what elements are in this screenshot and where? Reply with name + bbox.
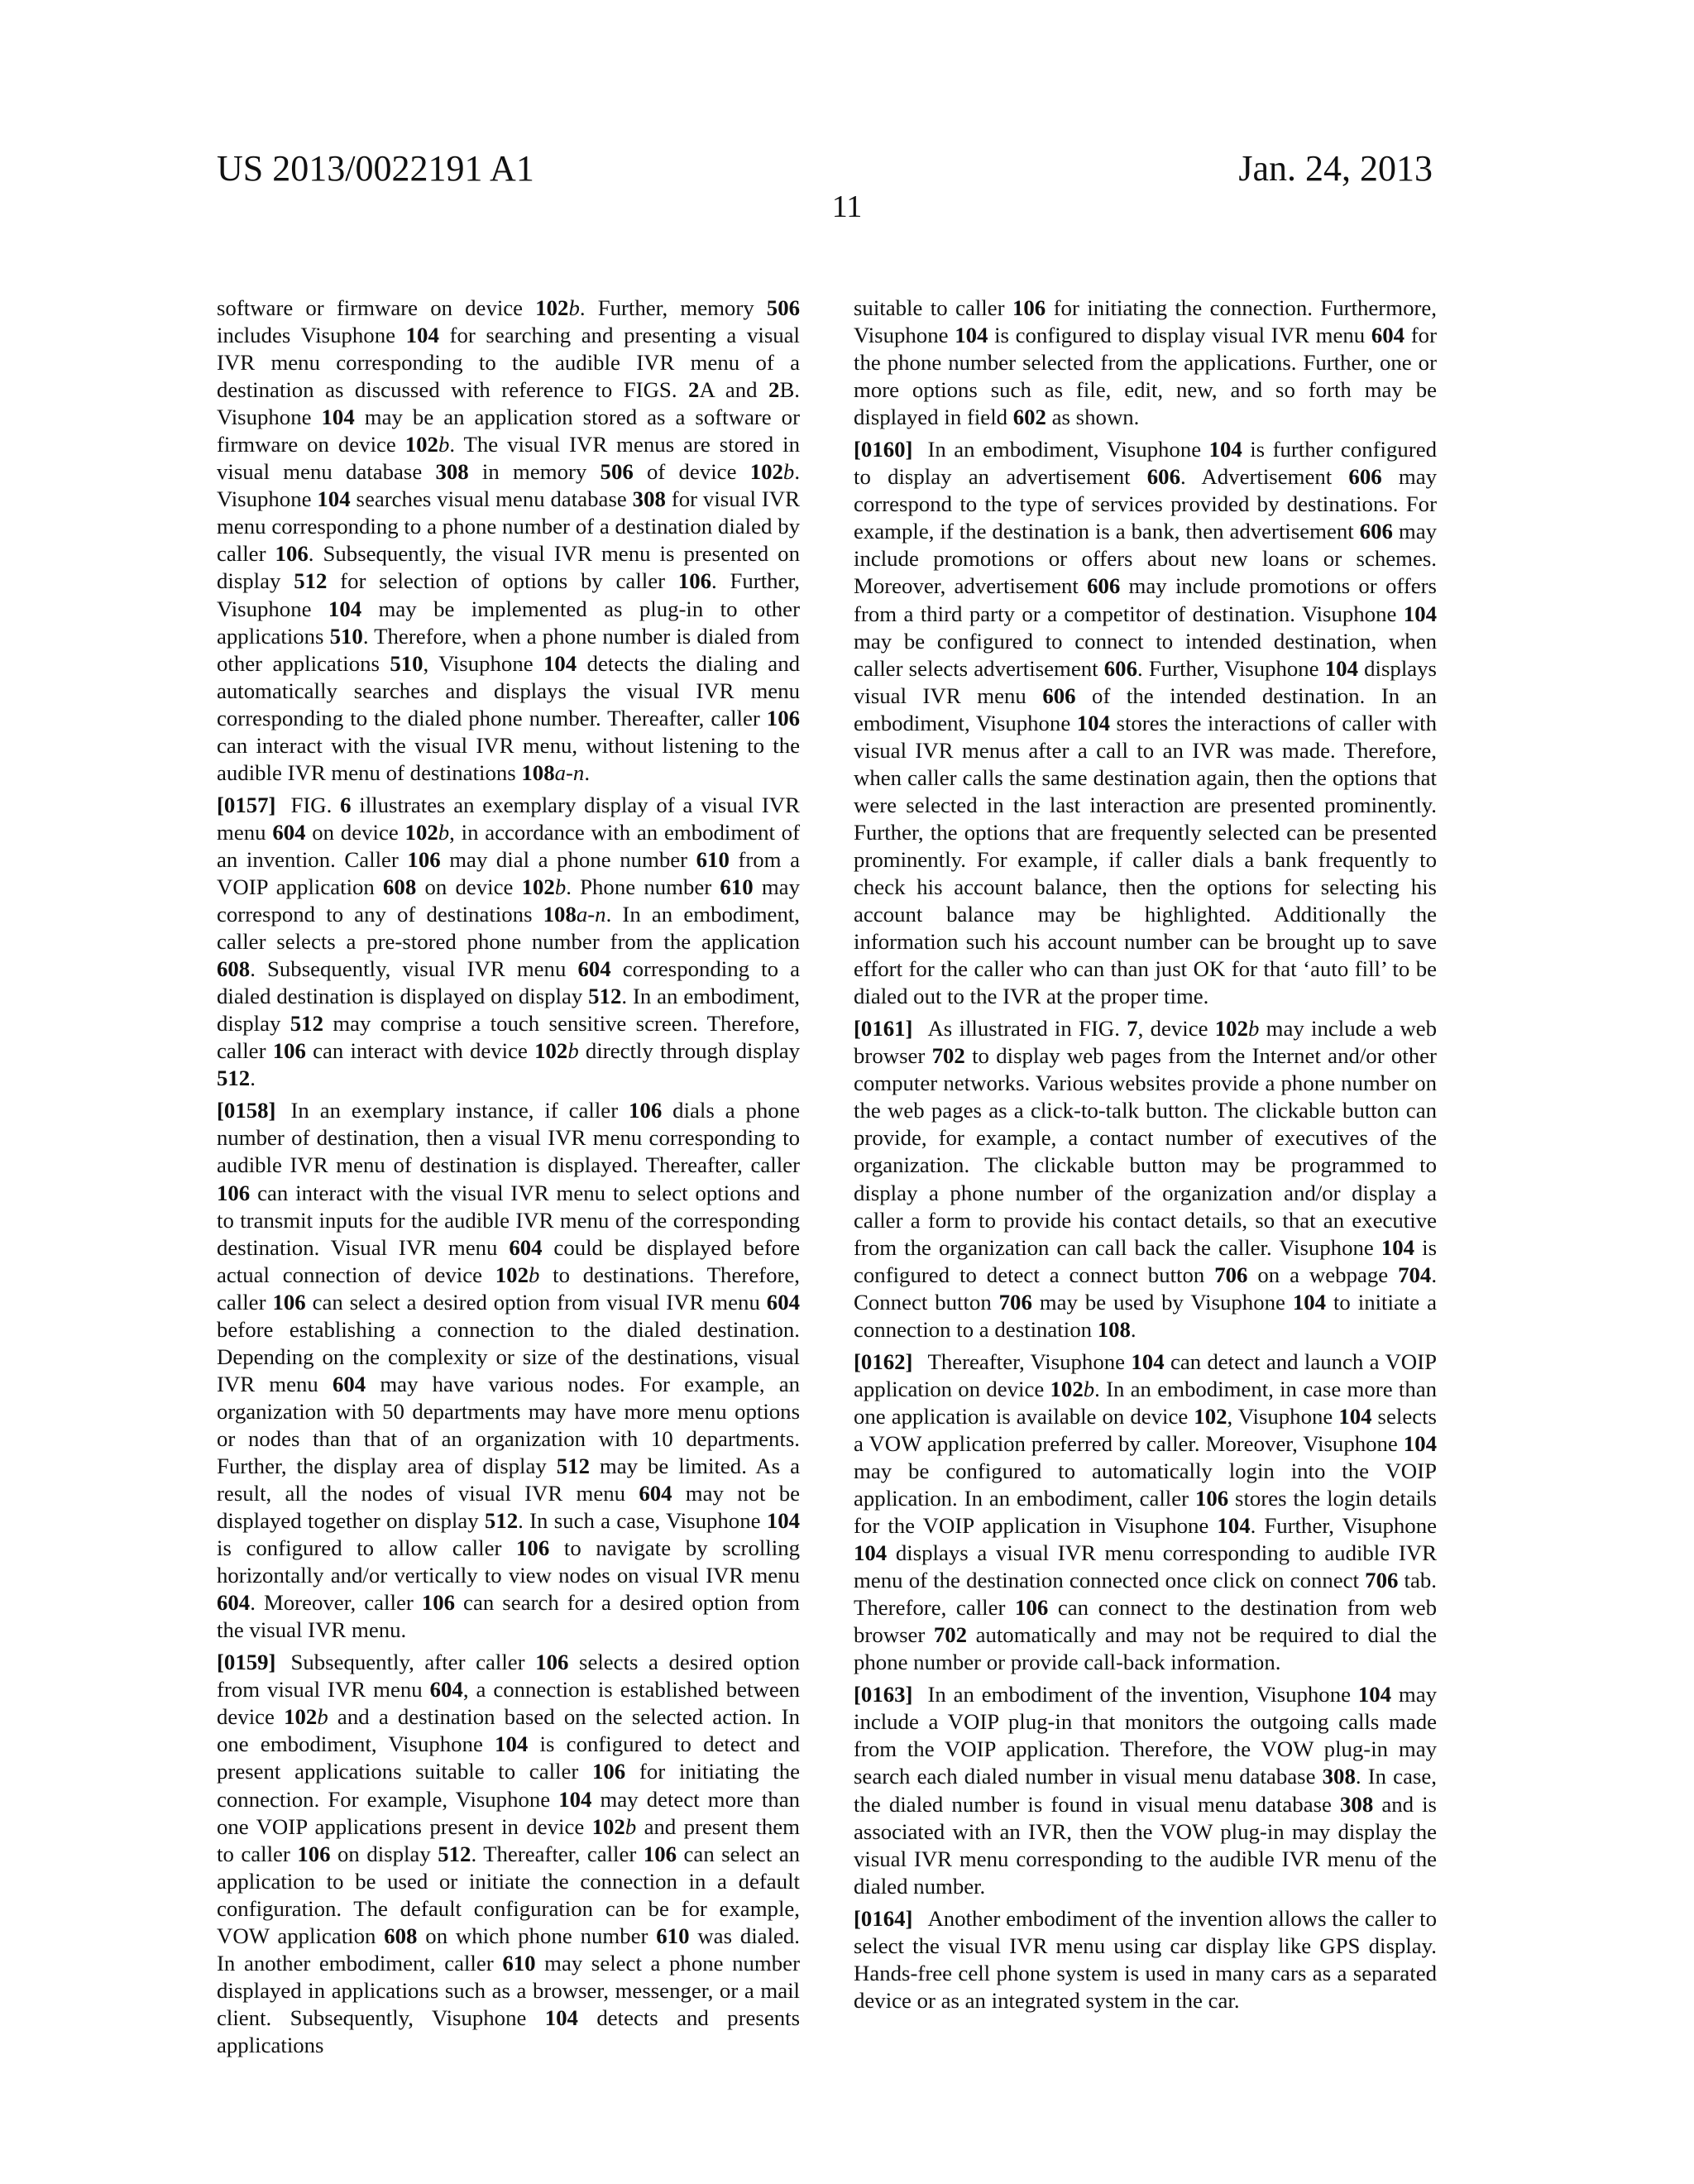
paragraph-number: [0164] — [854, 1905, 913, 1931]
paragraph-number: [0157] — [217, 792, 276, 817]
page-number: 11 — [831, 189, 863, 224]
paragraph — [854, 1681, 1437, 1899]
paragraph — [854, 295, 1437, 431]
paragraph — [217, 1649, 800, 2059]
paragraph — [854, 1015, 1437, 1343]
paragraph-number: [0159] — [217, 1650, 276, 1675]
paragraph-text: In an embodiment of the invention, Visuphone 104 may include a VOIP plug-in that monitors the outgoing calls made from the VOIP application. Therefore, the VOW plug-in may search each dialed number in visual menu database 308. In case, the dialed number is found in visual menu database 308 and is associated with an IVR, then the VOW plug-in may display the visual IVR menu corresponding to the audible IVR menu of the dialed number. — [854, 1682, 1437, 1899]
paragraph — [217, 295, 800, 787]
paragraph-text: In an embodiment, Visuphone 104 is further configured to display an advertisement 606. Advertisement 606 may correspond to the type of services provided by destinations. For example, if the destination is a bank, then advertisement 606 may include promotions or offers about new loans or schemes. Moreover, advertisement 606 may include promotions or offers from a third party or a competitor of destination. Visuphone 104 may be configured to connect to intended destination, when caller selects advertisement 606. Further, Visuphone 104 displays visual IVR menu 606 of the intended destination. In an embodiment, Visuphone 104 stores the interactions of caller with visual IVR menus after a call to an IVR was made. Therefore, when caller calls the same destination again, then the options that were selected in the last interaction are presented prominently. Further, the options that are frequently selected can be presented prominently. For example, if caller dials a bank frequently to check his account balance, then the options for selecting his account balance may be highlighted. Additionally the information such his account number can be brought up to save effort for the caller who can than just OK for that ‘auto fill’ to be dialed out to the IVR at the proper time. — [854, 437, 1438, 1009]
paragraph-number: [0160] — [854, 437, 913, 462]
left-column — [217, 295, 800, 2064]
paragraph-number: [0158] — [217, 1098, 276, 1123]
paragraph-number: [0163] — [854, 1682, 913, 1707]
paragraph-text: Thereafter, Visuphone 104 can detect and launch a VOIP application on device 102b. In an embodiment, in case more than one application is available on device 102, Visuphone 104 selects a VOW application preferred by caller. Moreover, Visuphone 104 may be configured to automatically login into the VOIP application. In an embodiment, caller 106 stores the login details for the VOIP application in Visuphone 104. Further, Visuphone 104 displays a visual IVR menu corresponding to audible IVR menu of the destination connected once click on connect 706 tab. Therefore, caller 106 can connect to the destination from web browser 702 automatically and may not be required to dial the phone number or provide call-back information. — [854, 1348, 1438, 1675]
paragraph — [854, 1348, 1437, 1677]
paragraph-text: software or firmware on device 102b. Further, memory 506 includes Visuphone 104 for searching and presenting a visual IVR menu corresponding to the audible IVR menu of a destination as discussed with reference to FIGS. 2A and 2B. Visuphone 104 may be an application stored as a software or firmware on device 102b. The visual IVR menus are stored in visual menu database 308 in memory 506 of device 102b. Visuphone 104 searches visual menu database 308 for visual IVR menu corresponding to a phone number of a destination dialed by caller 106. Subsequently, the visual IVR menu is presented on display 512 for selection of options by caller 106. Further, Visuphone 104 may be implemented as plug-in to other applications 510. Therefore, when a phone number is dialed from other applications 510, Visuphone 104 detects the dialing and automatically searches and displays the visual IVR menu corresponding to the dialed phone number. Thereafter, caller 106 can interact with the visual IVR menu, without listening to the audible IVR menu of destinations 108a-n. — [217, 295, 801, 785]
paragraph-number: [0162] — [854, 1348, 913, 1374]
paragraph-text: suitable to caller 106 for initiating the connection. Furthermore, Visuphone 104 is configured to display visual IVR menu 604 for the phone number selected from the applications. Further, one or more options such as file, edit, new, and so forth may be displayed in field 602 as shown. — [854, 295, 1438, 430]
paragraph-text: FIG. 6 illustrates an exemplary display of a visual IVR menu 604 on device 102b, in accordance with an embodiment of an invention. Caller 106 may dial a phone number 610 from a VOIP application 608 on device 102b. Phone number 610 may correspond to any of destinations 108a-n. In an embodiment, caller selects a pre-stored phone number from the application 608. Subsequently, visual IVR menu 604 corresponding to a dialed destination is displayed on display 512. In an embodiment, display 512 may comprise a touch sensitive screen. Therefore, caller 106 can interact with device 102b directly through display 512. — [217, 792, 801, 1091]
paragraph-text: In an exemplary instance, if caller 106 dials a phone number of destination, then a visual IVR menu corresponding to audible IVR menu of destination is displayed. Thereafter, caller 106 can interact with the visual IVR menu to select options and to transmit inputs for the audible IVR menu of the corresponding destination. Visual IVR menu 604 could be displayed before actual connection of device 102b to destinations. Therefore, caller 106 can select a desired option from visual IVR menu 604 before establishing a connection to the dialed destination. Depending on the complexity or size of the destinations, visual IVR menu 604 may have various nodes. For example, an organization with 50 departments may have more menu options or nodes than that of an organization with 10 departments. Further, the display area of display 512 may be limited. As a result, all the nodes of visual IVR menu 604 may not be displayed together on display 512. In such a case, Visuphone 104 is configured to allow caller 106 to navigate by scrolling horizontally and/or vertically to view nodes on visual IVR menu 604. Moreover, caller 106 can search for a desired option from the visual IVR menu. — [217, 1098, 801, 1643]
paragraph-number: [0161] — [854, 1016, 913, 1042]
paragraph — [854, 1905, 1437, 2014]
publication-date: Jan. 24, 2013 — [1238, 148, 1433, 189]
paragraph-text: As illustrated in FIG. 7, device 102b may include a web browser 702 to display web pages from the Internet and/or other computer networks. Various websites provide a phone number on the web pages as a click-to-talk button. The clickable button can provide, for example, a contact number of executives of the organization. The clickable button may be programmed to display a phone number of the organization and/or display a caller a form to provide his contact details, so that an executive from the organization can call back the caller. Visuphone 104 is configured to detect a connect button 706 on a webpage 704. Connect button 706 may be used by Visuphone 104 to initiate a connection to a destination 108. — [854, 1016, 1438, 1342]
publication-number: US 2013/0022191 A1 — [217, 148, 534, 189]
paragraph — [217, 792, 800, 1093]
paragraph — [217, 1097, 800, 1644]
right-column — [854, 295, 1437, 2019]
paragraph-text: Subsequently, after caller 106 selects a desired option from visual IVR menu 604, a connection is established between device 102b and a destination based on the selected action. In one embodiment, Visuphone 104 is configured to detect and present applications suitable to caller 106 for initiating the connection. For example, Visuphone 104 may detect more than one VOIP applications present in device 102b and present them to caller 106 on display 512. Thereafter, caller 106 can select an application to be used or initiate the connection in a default configuration. The default configuration can be for example, VOW application 608 on which phone number 610 was dialed. In another embodiment, caller 610 may select a phone number displayed in applications such as a browser, messenger, or a mail client. Subsequently, Visuphone 104 detects and presents applications — [217, 1650, 801, 2057]
paragraph-text: Another embodiment of the invention allows the caller to select the visual IVR menu using car display like GPS display. Hands-free cell phone system is used in many cars as a separated device or as an integrated system in the car. — [854, 1905, 1437, 2013]
paragraph — [854, 436, 1437, 1010]
